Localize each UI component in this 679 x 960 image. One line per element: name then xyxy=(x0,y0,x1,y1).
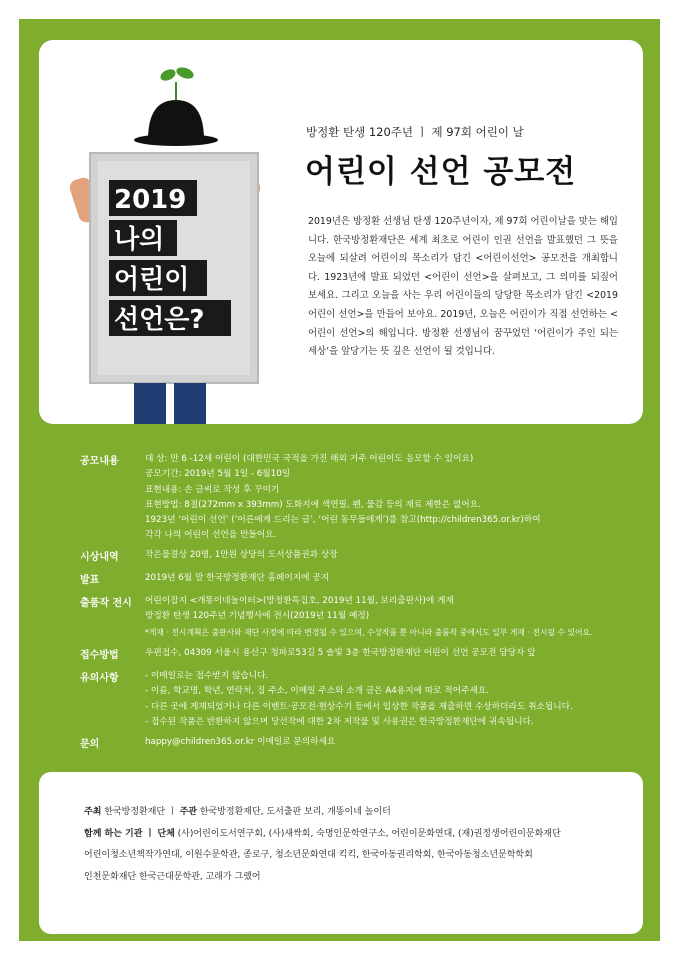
exhibition-note: *게재 · 전시계획은 출판사와 재단 사정에 따라 변경될 수 있으며, 수상작품 뿐 아니라 출품작 중에서도 일부 게재 · 전시될 수 있어요. xyxy=(145,627,593,637)
subtitle: 방정환 탄생 120주년 ㅣ 제 97회 어린이 날 xyxy=(306,125,524,139)
notes-line: - 이름, 학교명, 학년, 연락처, 집 주소, 이메일 주소와 소개 글은 A4용지에 따로 적어주세요. xyxy=(145,686,490,697)
announcement-label: 발표 xyxy=(80,575,100,586)
host-line: 주최 한국방정환재단 ㅣ 주관 한국방정환재단, 도서출판 보리, 개똥이네 놀이터 xyxy=(84,807,391,817)
partners-text: (사)어린이도서연구회, (사)새싹회, 숙명인문학연구소, 어린이문화연대, (재)권정생어린이문화재단 xyxy=(177,828,561,839)
contest-line: 공모기간: 2019년 5월 1일 - 6월10일 xyxy=(145,469,291,480)
exhibition-line: 방정환 탄생 120주년 기념행사에 전시(2019년 11월 예정) xyxy=(145,611,370,622)
host-label: 주최 xyxy=(84,807,102,817)
sign-line-3: 어린이 xyxy=(114,265,190,295)
notes-line: - 이메일로는 접수받지 않습니다. xyxy=(145,671,269,681)
submission-text: 우편접수, 04309 서울시 용산구 청파로53길 5 솔빛 3층 한국방정환재단 어린이 선언 공모전 담당자 앞 xyxy=(145,648,536,658)
contact-text[interactable]: happy@children365.or.kr 이메일로 문의하세요 xyxy=(145,737,336,747)
contest-line: 1923년 ‘어린이 선언’ (‘어른에게 드리는 글’, ‘어린 동무들에게’)를 참고(http://children365.or.kr)하여 xyxy=(145,515,541,526)
contact-label: 문의 xyxy=(80,739,100,750)
notes-line: - 접수된 작품은 반환하지 않으며 당선작에 대한 2차 저작물 및 사용권은 한국방정환재단에 귀속됩니다. xyxy=(145,716,534,727)
contest-label: 공모내용 xyxy=(80,456,119,467)
sign-line-1: 2019 xyxy=(114,185,187,215)
sign-line-4: 선언은? xyxy=(114,305,205,335)
sign-line-2: 나의 xyxy=(114,225,165,255)
partners-line-3: 인천문화재단 한국근대문학관, 고래가 그랬어 xyxy=(84,871,261,882)
partners-label: 함께 하는 기관 ㅣ 단체 xyxy=(84,828,175,839)
contest-line: 대 상: 만 6 -12세 어린이 (대한민국 국적을 가진 해외 거주 어린이도 응모할 수 있어요) xyxy=(145,454,474,464)
boy-holding-sign-illustration xyxy=(64,60,264,424)
intro-paragraph: 2019년은 방정환 선생님 탄생 120주년이자, 제 97회 어린이날을 맞는 해입니다. 한국방정환재단은 세계 최초로 어린이 인권 선언을 발표했던 그 뜻을 오늘에 되살려 어린이의 목소리가 담긴 <어린이선언> 공모전을 개최합니다. 1923년에 발표 되었던 <어린이 선언>을 살펴보고, 그 의미를 되짚어 보세요. 그리고 오늘을 사는 우리 어린이들의 당당한 목소리가 담긴 <2019 어린이 선언>을 만들어 보아요. 2019년, 오늘은 어린이가 직접 선언하는 <어린이 선언>의 해입니다. 방정환 선생님이 꿈꾸었던 ‘어린이가 주인 되는 세상’을 앞당기는 뜻 깊은 선언이 될 것입니다. xyxy=(308,216,618,358)
announcement-text: 2019년 6월 말 한국방정환재단 홈페이지에 공지 xyxy=(145,573,330,583)
page-title: 어린이 선언 공모전 xyxy=(305,154,577,190)
exhibition-line: 어린이잡지 <개똥이네놀이터>(방정환특집호, 2019년 11월, 보리출판사)에 게재 xyxy=(145,596,454,606)
awards-label: 시상내역 xyxy=(80,552,119,563)
footer-card xyxy=(39,772,643,934)
notes-label: 유의사항 xyxy=(80,673,119,684)
partners-line-1 xyxy=(84,824,561,846)
partners-line-2: 어린이청소년책작가연대, 이원수문학관, 종로구, 청소년문화연대 킥킥, 한국아동권리학회, 한국아동청소년문학학회 xyxy=(84,850,533,860)
awards-text: 작은물결상 20명, 1만원 상당의 도서상품권과 상장 xyxy=(145,550,338,560)
organizer-label: 주관 xyxy=(179,807,197,817)
contest-line: 표현내용: 손 글씨로 작성 후 꾸미기 xyxy=(145,484,280,495)
contest-line: 표현방법: 8절(272mm x 393mm) 도화지에 색연필, 펜, 물감 등의 재료 제한은 없어요. xyxy=(145,499,481,510)
organizer-names: 한국방정환재단, 도서출판 보리, 개똥이네 놀이터 xyxy=(199,807,391,817)
notes-line: - 다른 곳에 게재되었거나 다른 이벤트·공모전·현상수기 등에서 입상한 작품을 제출하면 수상하더라도 취소됩니다. xyxy=(145,701,573,712)
host-name: 한국방정환재단 xyxy=(104,807,166,817)
submission-label: 접수방법 xyxy=(80,650,119,661)
contest-line: 각각 나의 어린이 선언을 만들어요. xyxy=(145,530,277,541)
exhibition-label: 출품작 전시 xyxy=(80,598,132,609)
